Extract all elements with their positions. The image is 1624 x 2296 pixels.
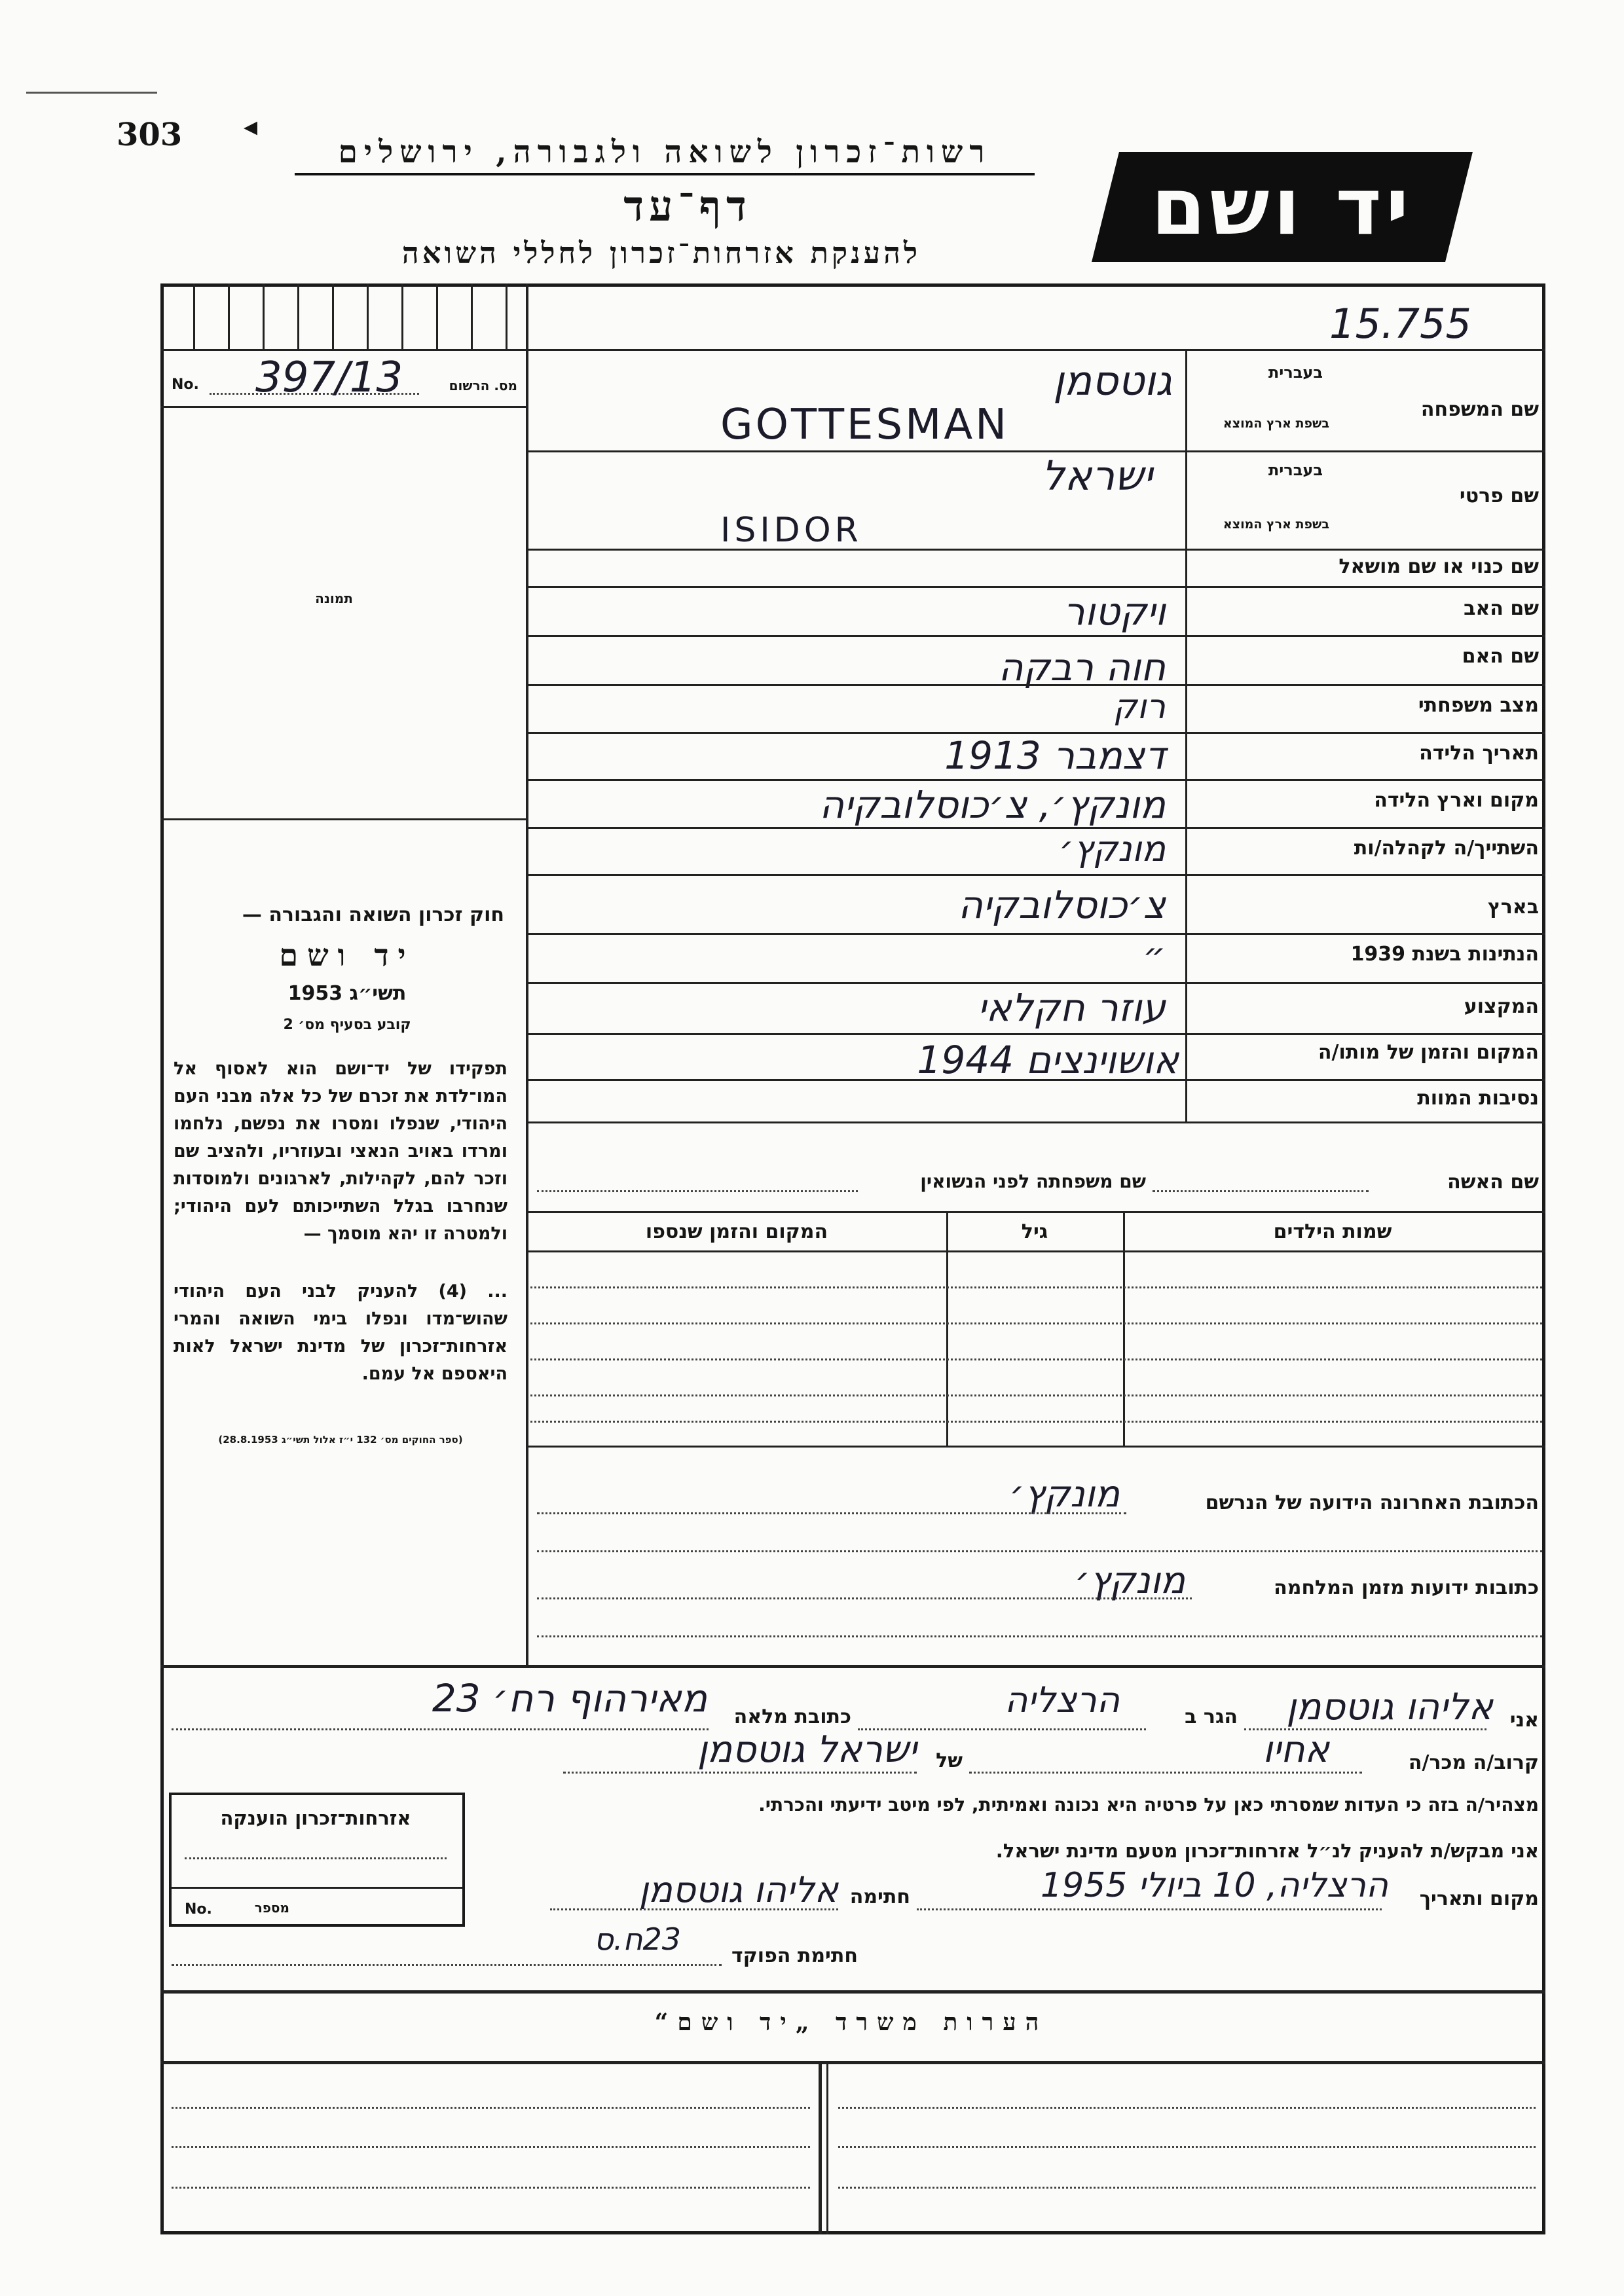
law-text-purpose: תפקידו של יד־ושם הוא לאסוף אל המו־לדת את זכרם של כל אלה מבני העם היהודי, שנפלו ומסרו את נפשם, נלחמו ומרדו באויב הנאצי ובעוזריו, ולהציב שם וזכר להם, לקהילות, לארגונים ולמוסדות שנחרבו בגלל השתייכותם לעם היהודי; ולמטרה זו יהא מוסמך — [174,1059,507,1244]
logo-text: יד ושם [1151,161,1413,253]
last-address-label: הכתובת האחרונה הידועה של הנרשם [1205,1491,1539,1514]
citizenship-granted-title: אזרחות־זכרון הוענקה [220,1807,411,1829]
law-text-clause4: ... (4) להעניק לבני העם היהודי שהוש־מדו ונפלו בימי השואה והמרי אזרחות־זכרון של מדינת ישראל לאות היאספם אל עמם. [174,1281,508,1384]
country-value: צ׳כוסלובקיה [958,883,1166,927]
mother-name-value: חוה רבקה [998,645,1166,689]
mother-name-label: שם האם [1462,645,1539,668]
children-names-header: שמות הילדים [1273,1220,1392,1243]
last-address-value: מונקץ׳ [1009,1473,1120,1516]
family-name-label: שם המשפחה [1420,398,1539,421]
law-source: (ספר החוקים מס׳ 132 י״ז אלול תשי״ג 28.8.1953) [218,1434,463,1446]
country-label: בארץ [1487,896,1539,919]
community-label: השתייך/ה לקהלה/ות [1354,837,1539,860]
citizenship-1939-label: הנתינות בשנת 1939 [1350,943,1539,966]
declarant-signature: אליהו גוטסמן [638,1869,838,1910]
birth-date-label: תאריך הלידה [1419,742,1539,765]
place-date-value: הרצליה, 10 ביולי 1955 [1040,1866,1388,1905]
signature-label: חתימה [849,1886,910,1908]
birth-place-value: מונקץ׳, צ׳כוסלובקיה [819,782,1166,827]
birth-date-value: דצמבר 1913 [944,733,1166,778]
registration-number: 397/13 [255,354,403,402]
law-clause: קובע בסעיף מס׳ 2 [283,1017,411,1033]
of-label: של [936,1749,963,1772]
war-addresses-value: מונקץ׳ [1075,1559,1185,1602]
full-address-label: כתובת מלאה [733,1705,851,1728]
wife-maiden-name-label: שם משפחתה לפני הנשואין [920,1171,1146,1192]
birth-place-label: מקום וארץ הלידה [1374,789,1539,812]
lives-in-value: הרצליה [1005,1679,1120,1721]
left-column-divider [526,283,528,1665]
full-address-value: מאירהוף רח׳ 23 [432,1676,707,1721]
family-name-local-label: בשפת ארץ המוצא [1223,416,1329,431]
family-name-hebrew-label: בעברית [1268,363,1323,382]
place-date-label: מקום ותאריך [1419,1887,1539,1910]
father-name-value: ויקטור [1063,589,1166,634]
form-title: דף־עד [623,182,752,231]
first-name-label: שם פרטי [1459,484,1539,507]
law-year: תשי״ג 1953 [287,982,407,1005]
page-number: 303 [117,117,183,153]
death-place-time-label: המקום והזמן של מותו/ה [1318,1041,1539,1064]
authority-name: רשות־זכרון לשואה ולגבורה, ירושלים [295,134,1035,175]
profession-label: המקצוע [1464,995,1539,1018]
family-name-hebrew-value: גוטסמן [1053,357,1172,405]
first-name-hebrew-value: ישראל [1041,452,1153,500]
father-name-label: שם האב [1464,597,1539,620]
wife-name-label: שם האשה [1447,1171,1539,1194]
registration-no-label: No. [172,376,199,393]
first-name-local-value: ISIDOR [720,511,862,550]
community-value: מונקץ׳ [1059,828,1166,869]
declarant-label: אני [1509,1709,1539,1732]
yad-vashem-logo [1092,152,1473,262]
law-name: יד ושם [279,938,415,973]
law-title: חוק זכרון השואה והגבורה — [242,903,504,926]
photo-label: תמונה [315,591,353,606]
death-cause-label: נסיבות המוות [1417,1087,1539,1110]
officer-signature-label: חתימת הפוקד [731,1944,858,1967]
lives-in-label: הגר ב [1185,1705,1238,1728]
citizenship-granted-box [169,1793,465,1927]
declaration-statement: מצהיר/ה בזה כי העדות שמסרתי כאן על פרטיה היא נכונה ואמיתית, לפי מיטב ידיעתי והכרתי. [758,1794,1539,1815]
profession-value: עוזר חקלאי [977,985,1166,1030]
citizenship-no-label: No. [185,1901,212,1918]
death-place-time-value: אושוינצים 1944 [917,1038,1179,1082]
children-age-header: גיל [1021,1220,1048,1243]
family-name-local-value: GOTTESMAN [720,401,1009,449]
of-value: ישראל גוטסמן [697,1728,917,1771]
arrow-mark-icon: ◂ [244,110,258,142]
top-right-number: 15.755 [1329,300,1471,348]
registration-label: מס. הרשום [449,378,517,393]
children-death-place-header: המקום והזמן שנספו [645,1220,828,1243]
office-notes-title: הערות משרד „יד ושם“ [654,2009,1048,2036]
citizenship-1939-value: ״ [1143,935,1166,976]
war-addresses-label: כתובות ידועות מזמן המלחמה [1274,1576,1539,1599]
declarant-name: אליהו גוטסמן [1286,1686,1493,1728]
citizenship-number-label: מספר [254,1900,289,1916]
first-name-local-label: בשפת ארץ המוצא [1223,517,1329,532]
request-statement: אני מבקש/ת להעניק לנ״ל אזרחות־זכרון מטעם מדינת ישראל. [995,1840,1539,1862]
marital-status-value: רוק [1113,687,1166,727]
relation-label: קרוב/ה מכר/ה [1408,1751,1539,1774]
marital-status-label: מצב משפחתי [1418,694,1539,717]
form-subtitle: להענקת אזרחות־זכרון לחללי השואה [401,236,921,270]
first-name-hebrew-label: בעברית [1268,461,1323,479]
top-left-ticks [160,283,526,349]
officer-signature: 23ח.ס [593,1922,681,1957]
relation-value: אחיו [1263,1728,1329,1771]
label-column-divider [1185,349,1187,1121]
nickname-label: שם כנוי או שם מושאל [1338,555,1539,578]
